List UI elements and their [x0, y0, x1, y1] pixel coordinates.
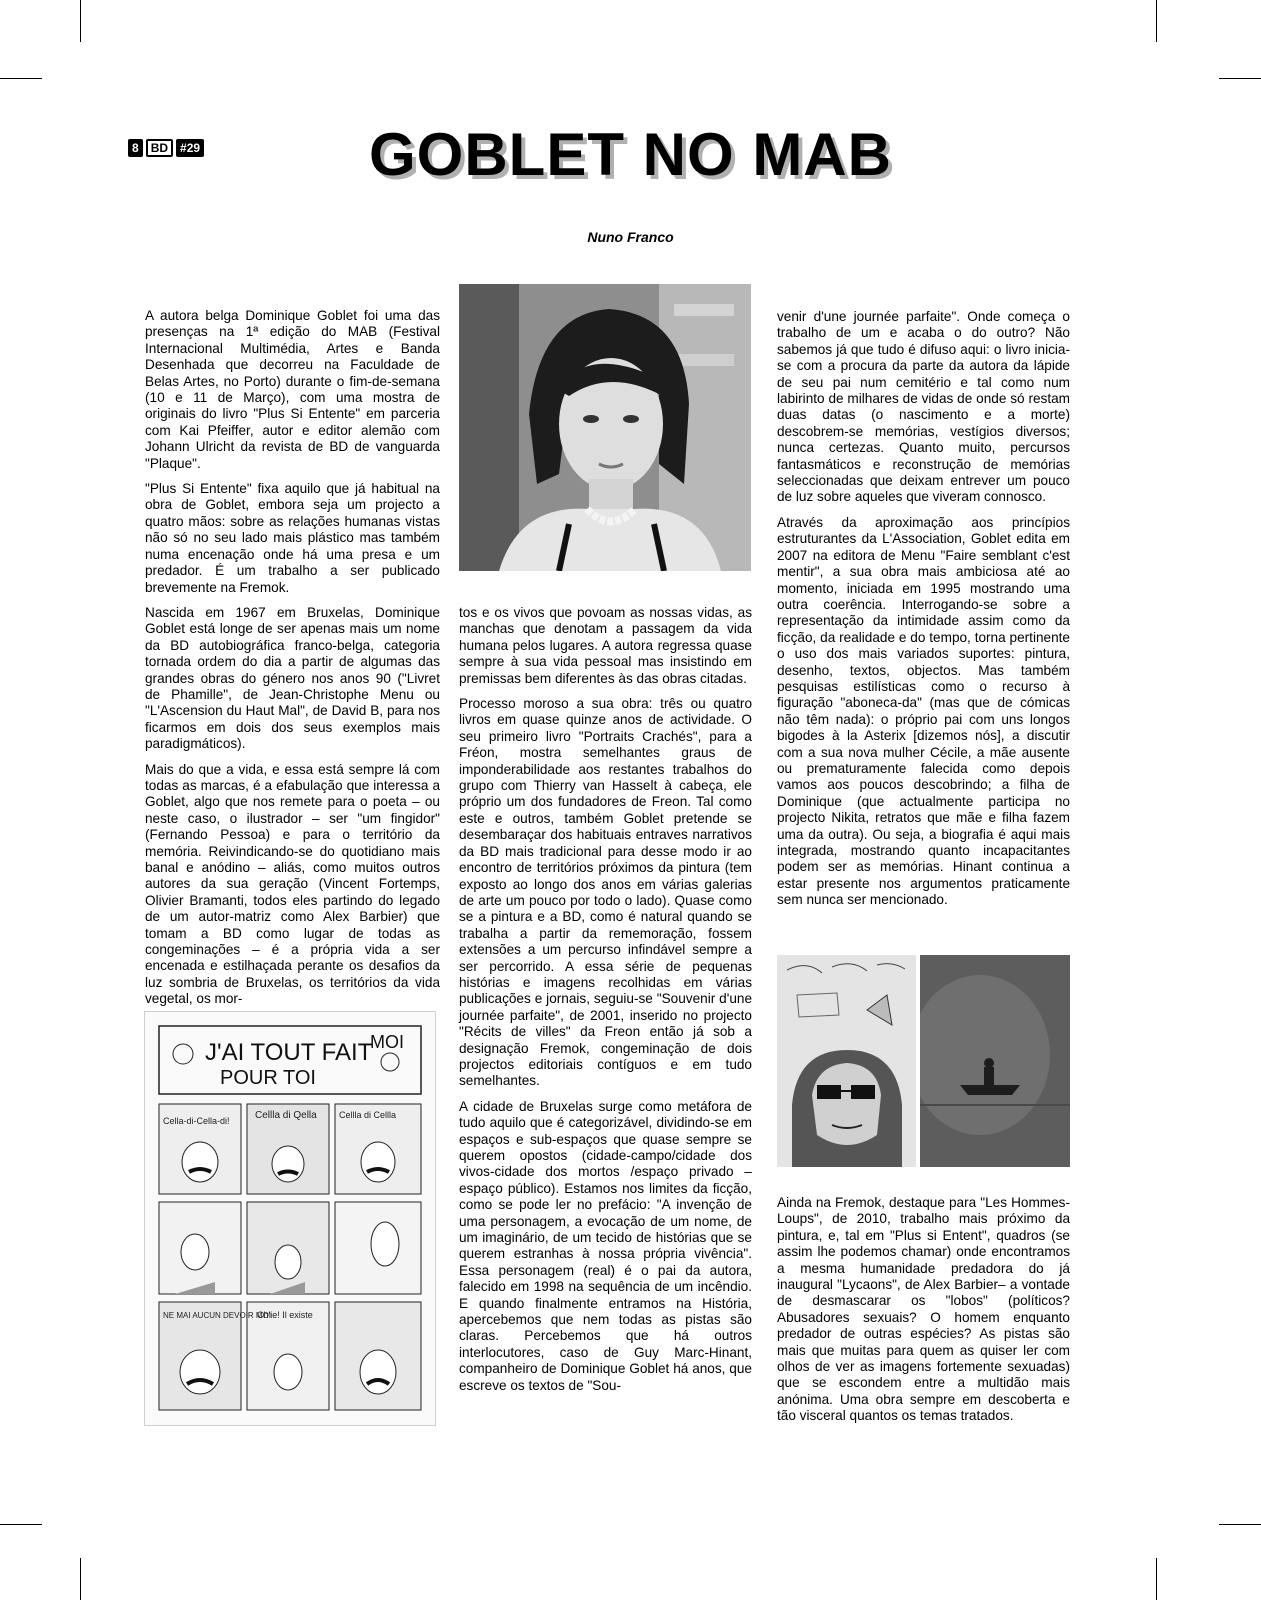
article-author: Nuno Franco: [587, 229, 674, 245]
crop-mark: [80, 1558, 81, 1600]
crop-mark: [1156, 1558, 1157, 1600]
paragraph: Mais do que a vida, e essa está sempre lá com todas as marcas, é a efabulação que interessa a Goblet, algo que nos remete para o poeta – ou neste caso, o ilustrador – ser "um fingidor" (Fernando Pessoa) e para o território da memória. Reivindicando-se do quotidiano mais banal e anódino – aliás, como muitos outros autores da sua geração (Vincent Fortemps, Olivier Bramanti, todos eles partindo do legado de um autor-matriz como Alex Barbier) que tomam a BD como lugar de todas as congeminações – é a própria vida a ser encenada e estilhaçada perante os desafios da luz sombria de Bruxelas, os territórios da vida vegetal, os mor-: [145, 761, 440, 1007]
author-portrait-photo: [459, 284, 751, 571]
paragraph: tos e os vivos que povoam as nossas vidas, as manchas que denotam a passagem da vida humana pelos lugares. A autora regressa quase sempre à sua vida pessoal mas insistindo em premissas bem diferentes às das obras citadas.: [459, 605, 752, 686]
crop-mark: [0, 1524, 42, 1525]
text-column-2: [459, 605, 752, 1403]
artwork-painting-image: [920, 955, 1070, 1167]
paragraph: "Plus Si Entente" fixa aquilo que já habitual na obra de Goblet, embora seja um projecto a quatro mãos: sobre as relações humanas vistas não só no seu lado mais plástico mas também numa encenação onde há uma presa e um predador. É um trabalho a ser publicado brevemente na Fremok.: [145, 481, 440, 595]
comic-panel-text: Cella-di-Cella-di!: [163, 1116, 230, 1126]
text-column-3: [777, 309, 1070, 918]
page-number: 8: [128, 139, 143, 157]
crop-mark: [1156, 0, 1157, 42]
paragraph: Ainda na Fremok, destaque para "Les Hommes-Loups", de 2010, trabalho mais próximo da pintura, e, tal em "Plus si Entent", quadros (se assim lhe podemos chamar) onde encontramos a mesma humanidade predadora do já inaugural "Lycaons", de Alex Barbier– a vontade de desmascarar os "lobos" (políticos? Abusadores sexuais? O homem enquanto predador de outras espécies? As pistas são mais que muitas para quem as quiser ler com olhos de ver as imagens fortemente sexuadas) que se escondem entre a multidão mais anónima. Uma obra sempre em descoberta e tão visceral quantos os temas tratados.: [777, 1195, 1070, 1424]
paragraph: A cidade de Bruxelas surge como metáfora de tudo aquilo que é categorizável, dividindo-se em espaços e sub-espaços que quase sempre se querem opostos (cidade-campo/cidade dos vivos-cidade dos mortos /espaço privado – espaço público). Estamos nos limites da ficção, como se pode ler no prefácio: "A invenção de uma personagem, a evocação de um nome, de um imaginário, de um tecido de histórias que se querem estranhas à nossa própria vivência". Essa personagem (real) é o pai da autora, falecido em 1998 na sequência de um incêndio. E quando finalmente entramos na História, apercebemos que nem todas as pistas são claras. Percebemos que há outros interlocutores, caso de Guy Marc-Hinant, companheiro de Dominique Goblet há anos, que escreve os textos de "Sou-: [459, 1098, 752, 1393]
comic-panel-text: Cellla di Qella: [255, 1110, 317, 1121]
comic-page-illustration: [144, 1011, 436, 1426]
magazine-logo: BD: [146, 139, 173, 157]
paragraph: venir d'une journée parfaite". Onde começa o trabalho de um e acaba o do outro? Não sabemos já que tudo é difuso aqui: o livro inicia-se com a procura da parte da autora da lápide de seu pai num cemitério e tal como num labirinto de milhares de vidas de onde só restam duas datas (o nascimento e a morte) descobrem-se memórias, vestígios diversos; nunca certezas. Quanto muito, percursos fantasmáticos e reconstrução de memórias seleccionadas que deixam entrever um pouco de luz sobre aqueles que viveram connosco.: [777, 309, 1070, 505]
issue-number: #29: [176, 139, 204, 157]
comic-panel-text: NE MAI AUCUN DEVOIR MOI: [163, 1311, 272, 1320]
artwork-sketch-image: [777, 955, 916, 1167]
paragraph: Processo moroso a sua obra: três ou quatro livros em quase quinze anos de actividade. O seu primeiro livro "Portraits Crachés", para a Fréon, mostra semelhantes graus de imponderabilidade aos restantes trabalhos do grupo com Thierry van Hasselt à cabeça, ele próprio um dos fundadores de Freon. Tal como este e outros, também Goblet pretende se desembaraçar dos habituais entraves narrativos da BD mais tradicional para desse modo ir ao encontro de territórios próximos da pintura (tem exposto ao longo dos anos em várias galerias de arte um pouco por todo o lado). Quase como se a pintura e a BD, como é natural quando se trabalha a partir da rememoração, fossem extensões a um percurso infindável sempre a ser percorrido. A essa série de pequenas histórias e imagens recolhidas em várias publicações e jornais, seguiu-se "Souvenir d'une journée parfaite", de 2001, inserido no projecto "Récits de villes" da Freon então já sob a designação Fremok, congeminação de dois projectos editoriais contíguos e em tudo semelhantes.: [459, 696, 752, 1089]
crop-mark: [0, 78, 42, 79]
crop-mark: [1219, 78, 1261, 79]
comic-panel-text: Cellla di Cellla: [339, 1110, 397, 1120]
comic-title-line2: POUR TOI: [220, 1067, 316, 1089]
paragraph: A autora belga Dominique Goblet foi uma das presenças na 1ª edição do MAB (Festival Internacional Multimédia, Artes e Banda Desenhada que decorreu na Faculdade de Belas Artes, no Porto) durante o fim-de-semana (10 e 11 de Março), com uma mostra de originais do livro "Plus Si Entente" em parceria com Kai Pfeiffer, autor e editor alemão com Johann Ulricht da revista de BD de vanguarda "Plaque".: [145, 308, 440, 471]
crop-mark: [1219, 1524, 1261, 1525]
paragraph: Através da aproximação aos princípios estruturantes da L'Association, Goblet edita em 2007 na editora de Menu "Faire semblant c'est mentir", a sua obra mais ambiciosa até ao momento, iniciada em 1995 mostrando uma outra coerência. Interrogando-se sobre a representação da intimidade assim como da ficção, da realidade e do tempo, torna pertinente o uso dos mais variados suportes: pintura, desenho, textos, objectos. Mas também pesquisas estilísticas como o recurso à figuração "aboneca-da" (mas que de cómicas não têm nada): o próprio pai com uns longos bigodes à la Asterix [dizemos nós], a discutir com a sua nova mulher Cécile, a mãe ausente ou prematuramente falecida como depois vamos aos poucos descobrindo; a filha de Dominique (que actualmente participa no projecto Nikita, retratos que mãe e filha fazem uma da outra). Ou seja, a biografia é aqui mais integrada, mostrando quanto incapacitantes podem ser as memórias. Hinant continua a estar presente nos argumentos praticamente sem nunca ser mencionado.: [777, 514, 1070, 908]
text-column-3-continued: [777, 1195, 1070, 1434]
comic-panel-text: Ch'ie! Il existe: [257, 1310, 313, 1320]
comic-title-word: MOI: [370, 1032, 404, 1052]
comic-title-line1: J'AI TOUT FAIT: [205, 1039, 373, 1066]
text-column-1: [145, 308, 440, 1017]
crop-mark: [80, 0, 81, 42]
paragraph: Nascida em 1967 em Bruxelas, Dominique Goblet está longe de ser apenas mais um nome da BD autobiográfica franco-belga, categoria tornada ordem do dia a partir de algumas das grandes obras do género nos anos 90 ("Livret de Phamille", de Jean-Christophe Menu ou "L'Ascension du Haut Mal", de David B, para nos ficarmos em dois dos seus exemplos mais paradigmáticos).: [145, 604, 440, 752]
article-title: GOBLET NO MAB: [369, 121, 892, 188]
